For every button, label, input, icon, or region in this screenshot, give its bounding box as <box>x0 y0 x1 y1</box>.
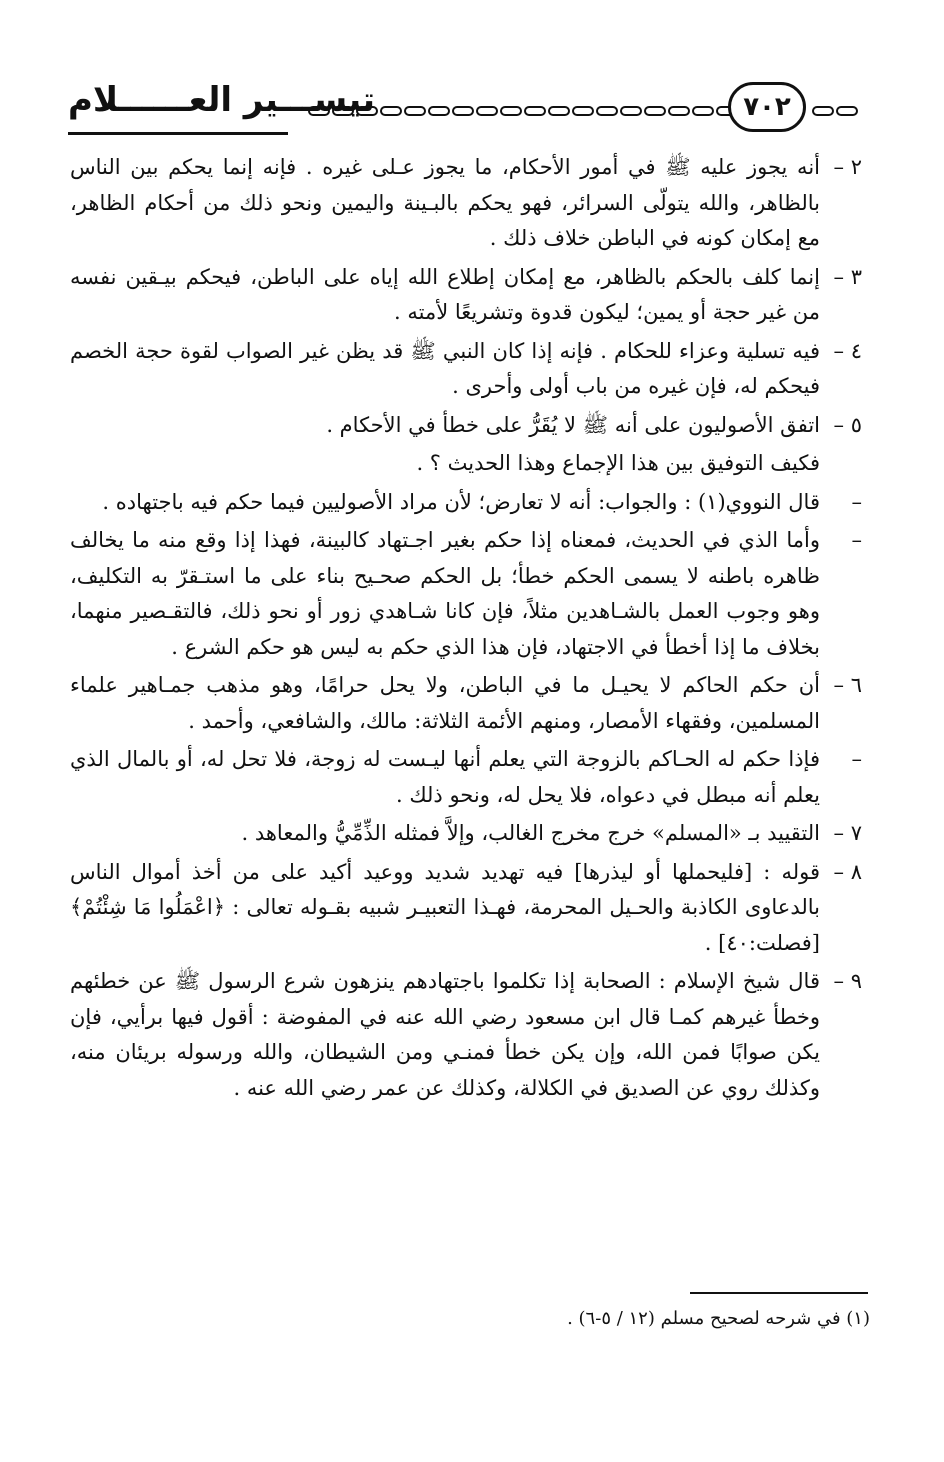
title-underline <box>68 132 288 135</box>
ornament-right <box>812 106 858 116</box>
paragraph-9: ٩ – قال شيخ الإسلام : الصحابة إذا تكلموا باجتهادهم ينزهون شرع الرسول ﷺ عن خطئهم وخطأ غيرهم كمـا قال ابن مسعود رضي الله عنه في المفوضة : أقول فيها برأيي، فإن يكن صوابًا فمن الله، وإن يكن خطأ فمنـي ومن الشيطان، والله ورسوله بريئان منه، وكذلك روي عن الصديق في الكلالة، وكذلك عن عمر رضي الله عنه . <box>70 969 862 1100</box>
page-header <box>60 74 872 144</box>
paragraph-6-detail: – فإذا حكم له الحـاكم بالزوجة التي يعلم أنها ليـست له زوجة، فلا تحل له، أو بالمال الذي يعلم أنه مبطل في دعواه، فلا يحل له، ونحو ذلك . <box>70 747 862 807</box>
main-text <box>70 150 862 1109</box>
paragraph-hadith-meaning: – وأما الذي في الحديث، فمعناه إذا حكم بغير اجـتهاد كالبينة، فهذا إذا وقع منه ما يخالف ظاهره باطنه لا يسمى الحكم خطأ؛ بل الحكم صحـيح بناء على ما استـقرّ به التكليف، وهو وجوب العمل بالشـاهدين مثلاً، فإن كانا شـاهدي زور أو نحو ذلك، فالتقـصير منهما، بخلاف ما إذا أخطأ في الاجتهاد، فإن هذا الذي حكم به ليس هو حكم الشرع . <box>70 528 862 659</box>
paragraph-7: ٧ – التقييد بـ «المسلم» خرج مخرج الغالب، وإلاَّ فمثله الذِّمِّيُّ والمعاهد . <box>241 821 862 845</box>
paragraph-2: ٢ – أنه يجوز عليه ﷺ في أمور الأحكام، ما يجوز عـلى غيره . فإنه إنما يحكم بين الناس بالظاهر، والله يتولّى السرائر، فهو يحكم بالبـينة واليمين ونحو ذلك من أحكام الظاهر، مع إمكان كونه في الباطن خلاف ذلك . <box>70 155 862 250</box>
footnote: (١) في شرحه لصحيح مسلم (١٢ / ٥-٦) . <box>567 1308 870 1329</box>
paragraph-nawawi: – قال النووي(١) : والجواب: أنه لا تعارض؛ لأن مراد الأصوليين فيما حكم فيه باجتهاده . <box>102 489 862 514</box>
paragraph-5-question: فكيف التوفيق بين هذا الإجماع وهذا الحديث ؟ . <box>416 451 820 475</box>
ornament-border <box>308 106 750 122</box>
book-title: تيســـير العــــــلام <box>68 80 376 120</box>
paragraph-3: ٣ – إنما كلف بالحكم بالظاهر، مع إمكان إطلاع الله إياه على الباطن، فيحكم بيـقين نفسه من غير حجة أو يمين؛ ليكون قدوة وتشريعًا لأمته . <box>70 264 862 324</box>
page-number: ٧٠٢ <box>728 82 806 132</box>
paragraph-8: ٨ – قوله : [فليحملها أو ليذرها] فيه تهديد شديد ووعيد أكيد على من أخذ أموال الناس بالدعاوى الكاذبة والحـيل المحرمة، فهـذا التعبيـر شبيه بقـوله تعالى : ﴿اعْمَلُوا مَا شِئْتُمْ﴾ [فصلت:٤٠] . <box>70 859 862 955</box>
paragraph-5: ٥ – اتفق الأصوليون على أنه ﷺ لا يُقَرُّ على خطأ في الأحكام . <box>326 412 862 437</box>
footnote-divider <box>690 1292 868 1294</box>
paragraph-6: ٦ – أن حكم الحاكم لا يحيـل ما في الباطن، ولا يحل حرامًا، وهو مذهب جمـاهير علماء المسلمين، وفقهاء الأمصار، ومنهم الأئمة الثلاثة: مالك، والشافعي، وأحمد . <box>70 673 862 733</box>
paragraph-4: ٤ – فيه تسلية وعزاء للحكام . فإنه إذا كان النبي ﷺ قد يظن غير الصواب لقوة حجة الخصم فيحكم له، فإن غيره من باب أولى وأحرى . <box>70 338 862 398</box>
